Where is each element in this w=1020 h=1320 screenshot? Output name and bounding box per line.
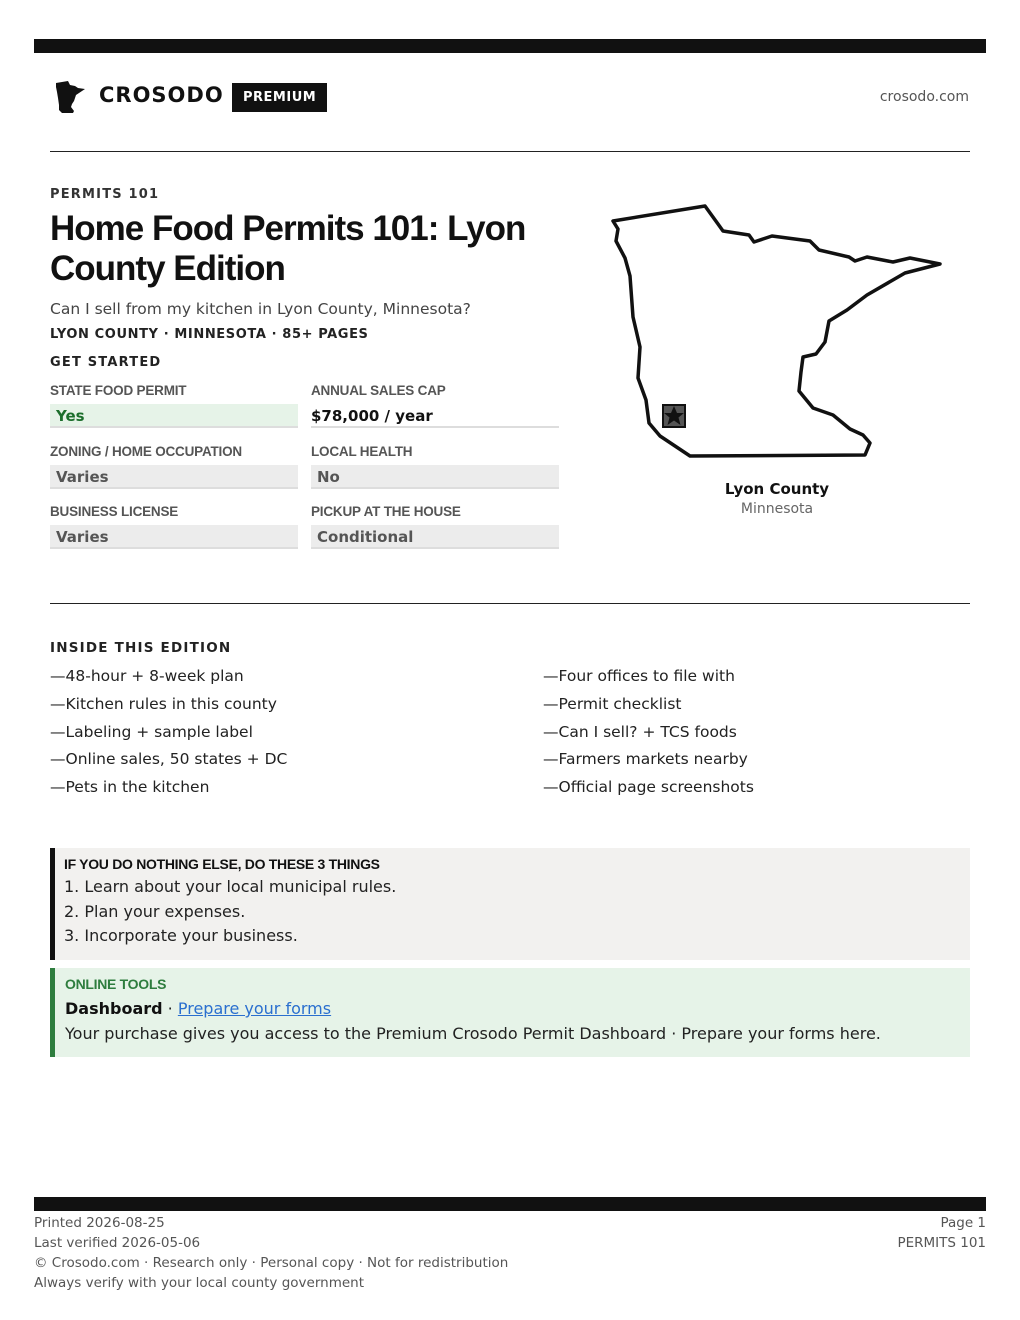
verified-date: Last verified 2026-05-06: [34, 1235, 201, 1251]
list-item: —Four offices to file with: [543, 667, 735, 685]
field-pickup: [311, 504, 559, 549]
minnesota-state-icon: [54, 80, 86, 114]
footer-left: [34, 1213, 508, 1293]
edition-meta: LYON COUNTY · MINNESOTA · 85+ PAGES: [50, 327, 369, 342]
page-header: [50, 80, 970, 114]
site-url[interactable]: crosodo.com: [879, 89, 969, 105]
field-business-license: [50, 504, 298, 549]
field-label: ZONING / HOME OCCUPATION: [50, 444, 242, 459]
list-item: —Online sales, 50 states + DC: [50, 750, 288, 769]
brand-name[interactable]: CROSODO: [99, 83, 224, 107]
minnesota-outline-icon: [605, 200, 950, 462]
prepare-forms-link[interactable]: Prepare your forms: [177, 999, 332, 1018]
article-kicker: PERMITS 101: [50, 187, 160, 202]
list-item: —Can I sell? + TCS foods: [543, 722, 737, 741]
list-item: —48-hour + 8-week plan: [50, 667, 244, 685]
list-item: —Official page screenshots: [543, 778, 754, 797]
three-things-callout: [50, 848, 970, 960]
list-item: —Labeling + sample label: [50, 722, 253, 741]
footer-right: [897, 1213, 986, 1253]
field-label: BUSINESS LICENSE: [50, 504, 179, 519]
callout-heading: ONLINE TOOLS: [65, 976, 167, 992]
field-value: Varies: [50, 465, 298, 489]
page-title: Home Food Permits 101: Lyon County Edition: [50, 209, 526, 288]
step-item: 2. Plan your expenses.: [64, 901, 246, 921]
state-map: [605, 200, 950, 462]
field-value: No: [311, 465, 559, 489]
page-number: Page 1: [940, 1215, 986, 1231]
list-item: —Permit checklist: [543, 694, 682, 713]
step-item: 1. Learn about your local municipal rules.: [64, 877, 397, 896]
inside-edition-heading: INSIDE THIS EDITION: [50, 640, 232, 656]
online-tools-callout: [50, 968, 970, 1057]
field-value: $78,000 / year: [311, 404, 559, 428]
field-label: STATE FOOD PERMIT: [50, 383, 187, 398]
field-value: Varies: [50, 525, 298, 549]
field-value: Conditional: [311, 525, 559, 549]
field-label: PICKUP AT THE HOUSE: [311, 504, 461, 519]
verify-note: Always verify with your local county government: [34, 1275, 364, 1291]
dashboard-description: Your purchase gives you access to the Premium Crosodo Permit Dashboard · Prepare your forms here.: [65, 1024, 881, 1043]
dashboard-line: [65, 999, 970, 1018]
printed-date: Printed 2026-08-25: [34, 1215, 165, 1231]
list-item: —Pets in the kitchen: [50, 778, 210, 797]
callout-heading: IF YOU DO NOTHING ELSE, DO THESE 3 THINGS: [64, 856, 380, 872]
premium-badge: PREMIUM: [232, 83, 327, 112]
list-item: —Farmers markets nearby: [543, 750, 748, 769]
field-state-food-permit: [50, 383, 298, 428]
separator: ·: [162, 999, 178, 1018]
field-label: ANNUAL SALES CAP: [311, 383, 446, 398]
inside-list-left: [50, 667, 287, 806]
map-state-label: Minnesota: [740, 501, 814, 517]
section-divider: [50, 603, 970, 604]
bottom-rule-bar: [34, 1197, 986, 1211]
field-zoning: [50, 444, 298, 489]
dashboard-label: Dashboard: [65, 999, 163, 1018]
steps-list: [64, 877, 970, 951]
inside-list-right: [543, 667, 754, 806]
field-value-yes: Yes: [50, 404, 298, 428]
field-annual-sales-cap: [311, 383, 559, 428]
field-local-health: [311, 444, 559, 489]
field-label: LOCAL HEALTH: [311, 444, 413, 459]
map-county-label: Lyon County: [724, 480, 830, 498]
step-item: 3. Incorporate your business.: [64, 926, 298, 945]
top-rule-bar: [34, 39, 986, 53]
get-started-heading: GET STARTED: [50, 355, 162, 370]
page-subtitle: Can I sell from my kitchen in Lyon County, Minnesota?: [50, 300, 471, 318]
footer-section: PERMITS 101: [897, 1235, 986, 1251]
copyright-notice: © Crosodo.com · Research only · Personal copy · Not for redistribution: [34, 1255, 509, 1271]
list-item: —Kitchen rules in this county: [50, 694, 277, 713]
star-marker-icon: [663, 405, 685, 427]
header-divider: [50, 151, 970, 152]
